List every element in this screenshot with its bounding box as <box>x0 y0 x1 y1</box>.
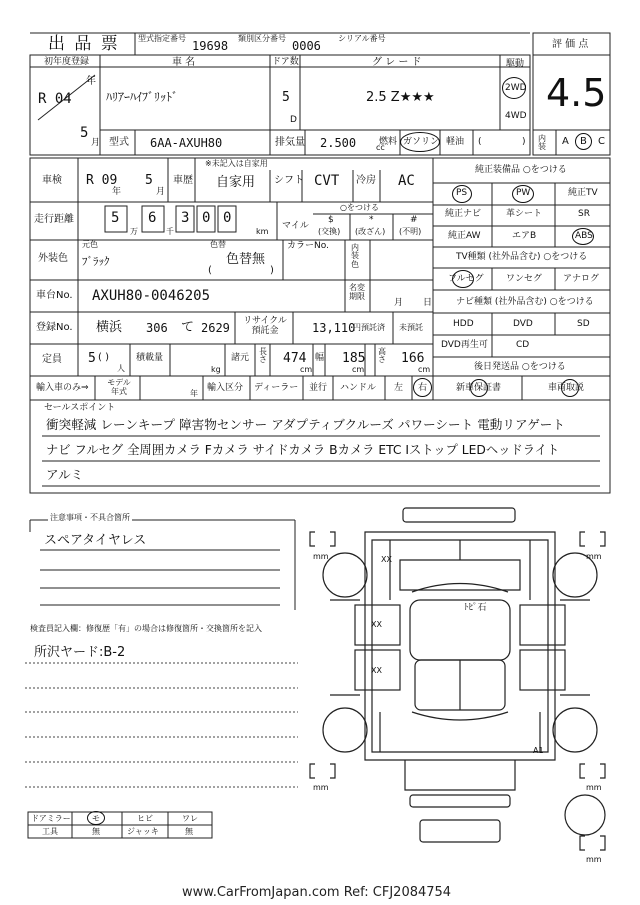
equipment-aw: 純正AW <box>448 231 481 241</box>
mileage-tampered: (改ざん) <box>355 227 386 236</box>
load-unit: kg <box>211 365 221 374</box>
fuel-other-close: ) <box>522 137 526 147</box>
expiry-month: 月 <box>394 298 404 308</box>
original-color-label: 元色 <box>82 240 98 249</box>
equipment-sr: SR <box>578 209 590 219</box>
dvd-cd: CD <box>516 340 530 350</box>
dvd-label: DVD再生可 <box>441 340 488 350</box>
mileage-exchanged: (交換) <box>318 227 341 236</box>
equipment-leather: 革シート <box>506 209 543 219</box>
length-unit: cm <box>300 365 313 374</box>
sales-line-2: ナビ フルセグ 全周囲カメラ Fカメラ サイドカメラ Bカメラ ETC Iストップ LEDヘッドライト <box>46 443 560 457</box>
tools-mirror-value: モ <box>92 814 100 823</box>
height-value: 166 <box>401 351 425 366</box>
color-label: 外装色 <box>38 253 68 264</box>
docs-warranty-circle <box>470 379 488 397</box>
mileage-km: km <box>256 227 269 236</box>
equipment-abs-circle <box>572 228 594 245</box>
dims-label: 諸元 <box>231 353 250 363</box>
changed-color-open: ( <box>208 265 212 276</box>
diagram-mark-3: XX <box>371 666 382 675</box>
load-label: 積載量 <box>136 353 164 363</box>
category-label: 類別区分番号 <box>238 34 286 43</box>
mileage-circle-note: ○をつける <box>340 203 379 212</box>
fuel-gasoline-circle <box>400 132 440 152</box>
navi-title: ナビ種類 (社外品含む) ○をつける <box>456 297 594 307</box>
mileage-digit-2: 6 <box>148 210 157 226</box>
mileage-sen: 千 <box>166 227 174 236</box>
diagram-mark-2: XX <box>371 620 382 629</box>
model-value: 6AA-AXUH80 <box>150 136 223 150</box>
model-designation-label: 型式指定番号 <box>138 34 186 43</box>
tools-crack-label: ヒビ <box>137 814 153 823</box>
interior-b: B <box>580 136 587 147</box>
inspector-label: 検査員記入欄：修復歴「有」の場合は修復箇所・交換箇所を記入 <box>30 624 262 633</box>
inspector-line-1: 所沢ヤード:B-2 <box>34 645 126 660</box>
first-reg-month: 5 <box>80 125 89 141</box>
tyre-mm-fl: mm <box>313 552 329 561</box>
recycle-amount: 13,110 <box>312 321 356 335</box>
shaken-year: R 09 <box>86 173 118 188</box>
form-title: 出 品 票 <box>48 34 120 54</box>
mileage-star: * <box>369 215 374 225</box>
fuel-label: 燃料 <box>379 137 398 147</box>
tools-jack-value: 無 <box>185 827 193 836</box>
first-reg-year-unit: 年 <box>86 76 96 87</box>
equipment-title: 純正装備品 ○をつける <box>475 165 567 175</box>
category-value: 0006 <box>292 39 321 53</box>
mileage-digit-3: 3 <box>181 210 190 226</box>
tyre-mm-rr: mm <box>586 783 602 792</box>
height-label: 高さ <box>378 347 386 365</box>
tools-tool-value: 無 <box>92 827 100 836</box>
serial-label: シリアル番号 <box>338 34 386 43</box>
first-reg-month-unit: 月 <box>91 138 101 148</box>
equipment-tv: 純正TV <box>568 188 598 198</box>
diagram-mark-4: ﾄﾋﾟ石 <box>464 603 487 613</box>
shift-value: CVT <box>314 173 340 189</box>
width-label: 幅 <box>315 353 325 363</box>
tv-oneseg: ワンセグ <box>506 274 543 284</box>
interior-a: A <box>562 136 569 147</box>
import-division-label: 輸入区分 <box>207 383 244 393</box>
grade-score: 4.5 <box>546 71 607 115</box>
registration-label: 登録No. <box>36 322 73 333</box>
ac-label: 冷房 <box>356 175 376 186</box>
tools-jack-label: ジャッキ <box>127 827 159 836</box>
registration-kana: て <box>181 320 195 335</box>
equipment-pw: PW <box>516 188 531 198</box>
registration-class: 306 <box>146 321 168 335</box>
registration-area: 横浜 <box>96 320 123 335</box>
length-value: 474 <box>283 351 307 366</box>
equipment-pw-circle <box>512 185 534 203</box>
navi-hdd: HDD <box>453 319 474 329</box>
mileage-man: 万 <box>130 227 138 236</box>
color-no-label: カラーNo. <box>287 241 329 251</box>
navi-dvd: DVD <box>513 319 533 329</box>
displacement-unit: cc <box>376 143 385 152</box>
drive-2wd: 2WD <box>505 83 527 93</box>
shaken-label: 車検 <box>42 175 62 186</box>
changed-color-label: 色替 <box>210 240 226 249</box>
shaken-month-unit: 月 <box>156 187 166 197</box>
chassis-value: AXUH80-0046205 <box>92 288 211 304</box>
registration-number: 2629 <box>201 321 230 335</box>
changed-color-close: ) <box>270 265 274 276</box>
sales-line-3: アルミ <box>46 467 84 482</box>
equipment-airbag: エアB <box>512 231 537 241</box>
mileage-digit-4: 0 <box>202 210 211 226</box>
mileage-digit-1: 5 <box>111 210 120 226</box>
history-label: 車歴 <box>173 175 193 186</box>
equipment-ps-circle <box>452 185 472 203</box>
score-label: 評 価 点 <box>552 39 589 50</box>
tv-fullseg: フルセグ <box>448 274 484 284</box>
first-reg-label: 初年度登録 <box>44 57 90 67</box>
handle-right: 右 <box>418 383 428 393</box>
docs-manual-circle <box>561 379 579 397</box>
model-label: 型式 <box>109 137 129 148</box>
shaken-month: 5 <box>145 173 153 188</box>
tyre-mm-spare: mm <box>586 855 602 864</box>
tools-break-label: ワレ <box>182 814 198 823</box>
tools-tool-label: 工具 <box>42 827 58 836</box>
notes-label: 注意事項・不具合箇所 <box>50 513 130 522</box>
displacement-label: 排気量 <box>275 137 305 148</box>
equipment-abs: ABS <box>575 231 593 241</box>
car-diagram <box>310 508 605 850</box>
grade-label: グ レ ー ド <box>372 57 422 68</box>
mileage-hash: # <box>410 215 418 225</box>
tv-fullseg-circle <box>452 270 474 288</box>
sales-label: セールスポイント <box>44 403 116 413</box>
fuel-light-oil: 軽油 <box>446 137 465 147</box>
docs-warranty: 新車保証書 <box>456 383 502 393</box>
equipment-ps: PS <box>456 188 468 198</box>
model-year-unit: 年 <box>190 389 198 398</box>
displacement-value: 2.500 <box>320 136 357 150</box>
tools-mirror-label: ドアミラー <box>31 814 71 823</box>
length-label: 長さ <box>259 347 267 365</box>
height-unit: cm <box>418 365 431 374</box>
handle-right-circle <box>413 378 432 397</box>
interior-c: C <box>598 136 605 147</box>
mileage-unknown: (不明) <box>399 227 422 236</box>
capacity-label: 定員 <box>42 354 62 365</box>
recycle-not-deposited: 未預託 <box>399 323 423 332</box>
expiry-label: 名変期限 <box>349 283 365 301</box>
history-value: 自家用 <box>216 175 256 190</box>
shaken-year-unit: 年 <box>112 187 122 197</box>
width-unit: cm <box>352 365 365 374</box>
interior-color-label: 内装色 <box>351 243 359 269</box>
original-color: ﾌﾞﾗｯｸ <box>82 255 110 268</box>
navi-sd: SD <box>577 319 590 329</box>
doors-sub: D <box>290 115 297 125</box>
changed-color: 色替無 <box>226 252 266 267</box>
footer-ref: www.CarFromJapan.com Ref: CFJ2084754 <box>182 885 452 900</box>
tyre-mm-rl: mm <box>313 783 329 792</box>
fuel-other-open: ( <box>478 137 482 147</box>
doors-value: 5 <box>282 90 290 105</box>
model-designation-value: 19698 <box>192 39 229 53</box>
notes-line-1: スペアタイヤレス <box>44 533 147 548</box>
capacity-value: 5 <box>88 351 96 366</box>
diagram-mark-1: XX <box>381 555 392 564</box>
import-parallel: 並行 <box>309 383 328 393</box>
ac-value: AC <box>398 173 415 189</box>
first-reg-year: R 04 <box>38 91 72 107</box>
interior-label: 内装 <box>538 134 546 151</box>
sales-line-1: 衝突軽減 レーンキープ 障害物センサー アダプティブクルーズ パワーシート 電動リアゲート <box>46 417 565 432</box>
car-name-label: 車 名 <box>172 57 196 68</box>
tyre-mm-fr: mm <box>586 552 602 561</box>
capacity-unit: 人 <box>117 364 125 373</box>
drive-2wd-circle <box>502 77 526 99</box>
car-name: ﾊﾘｱｰﾊｲﾌﾞﾘｯﾄﾞ <box>106 90 179 104</box>
shift-label: シフト <box>274 175 304 186</box>
recycle-label: リサイクル預託金 <box>243 316 287 337</box>
chassis-label: 車台No. <box>36 290 73 301</box>
docs-manual: 車両取説 <box>548 383 585 393</box>
fuel-gasoline: ガソリン <box>403 137 440 147</box>
diagram-mark-5: A1 <box>533 746 544 755</box>
model-year-label: モデル年式 <box>107 378 131 396</box>
handle-left: 左 <box>394 383 404 393</box>
expiry-day: 日 <box>423 298 433 308</box>
docs-title: 後日発送品 ○をつける <box>474 362 566 372</box>
handle-label: ハンドル <box>340 383 377 393</box>
mileage-label: 走行距離 <box>34 214 74 225</box>
tools-mirror-circle <box>87 811 105 825</box>
interior-b-circle <box>575 133 592 150</box>
capacity-paren: ( ) <box>98 352 109 363</box>
doors-label: ドア数 <box>272 57 299 67</box>
history-note: ※未記入は自家用 <box>205 159 268 168</box>
mileage-dollar: $ <box>328 215 334 225</box>
drive-4wd: 4WD <box>505 111 527 121</box>
width-value: 185 <box>342 351 366 366</box>
mileage-digit-5: 0 <box>223 210 232 226</box>
tv-title: TV種類 (社外品含む) ○をつける <box>456 252 588 262</box>
drive-label: 駆動 <box>506 59 525 69</box>
equipment-navi: 純正ナビ <box>445 209 482 219</box>
recycle-deposited: 円預託済 <box>353 323 385 332</box>
import-dealer: ディーラー <box>254 383 299 393</box>
grade-value: 2.5 Z★★★ <box>366 90 435 105</box>
mileage-mile: マイル <box>282 221 309 231</box>
import-label: 輸入車のみ⇒ <box>36 383 89 393</box>
tv-analog: アナログ <box>563 274 600 284</box>
